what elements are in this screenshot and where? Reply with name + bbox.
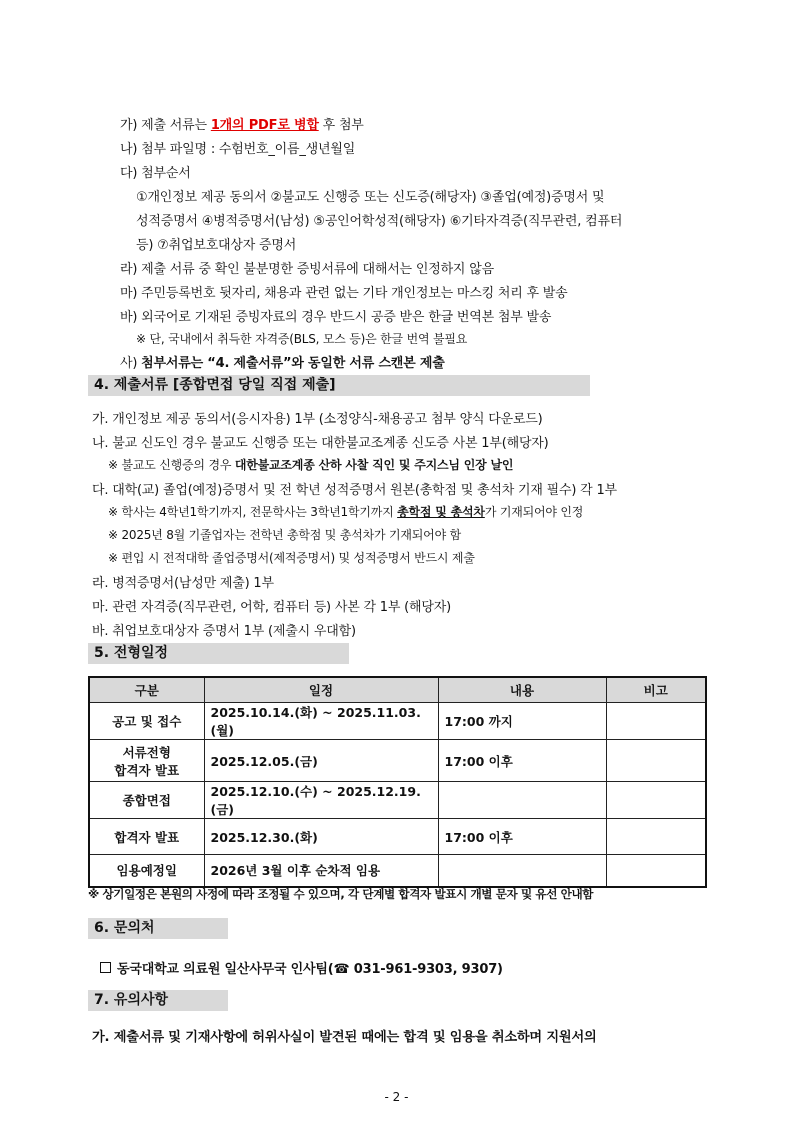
text: ※ 학사는 4학년1학기까지, 전문학사는 3학년1학기까지 (108, 505, 398, 519)
table-cell (606, 782, 706, 819)
text: 사) (120, 356, 142, 371)
submission-item-da: 다) 첨부순서 (120, 166, 191, 181)
table-cell: 17:00 이후 (438, 819, 606, 855)
table-cell: 2025.12.30.(화) (204, 819, 438, 855)
documents-item-ma: 마. 관련 자격증(직무관련, 어학, 컴퓨터 등) 사본 각 1부 (해당자) (92, 600, 451, 615)
table-cell: 종합면접 (89, 782, 204, 819)
documents-item-da-note-1 (108, 503, 583, 520)
submission-item-ba: 바) 외국어로 기재된 증빙자료의 경우 반드시 공증 받은 한글 번역본 첨부 발송 (120, 310, 552, 325)
column-header: 일정 (204, 677, 438, 703)
table-cell (606, 740, 706, 782)
table-cell (606, 703, 706, 740)
table-row (89, 740, 706, 782)
documents-item-ga: 가. 개인정보 제공 동의서(응시자용) 1부 (소정양식-채용공고 첨부 양식 다운로드) (92, 412, 543, 427)
column-header: 구분 (89, 677, 204, 703)
column-header: 비고 (606, 677, 706, 703)
contact-line (100, 958, 503, 977)
table-row (89, 703, 706, 740)
submission-item-ba-note: ※ 단, 국내에서 취득한 자격증(BLS, 모스 등)은 한글 번역 불필요 (136, 332, 468, 346)
notes-item-ga: 가. 제출서류 및 기재사항에 허위사실이 발견된 때에는 합격 및 임용을 취소하며 지원서의 (92, 1030, 597, 1045)
table-cell (606, 855, 706, 887)
documents-item-da-note-3: ※ 편입 시 전적대학 졸업증명서(제적증명서) 및 성적증명서 반드시 제출 (108, 551, 475, 565)
table-cell (438, 782, 606, 819)
table-cell: 2025.10.14.(화) ~ 2025.11.03.(월) (204, 703, 438, 740)
documents-item-na-note (108, 456, 513, 473)
column-header: 내용 (438, 677, 606, 703)
section-title-contact: 6. 문의처 (88, 918, 228, 939)
submission-item-ra: 라) 제출 서류 중 확인 불분명한 증빙서류에 대해서는 인정하지 않음 (120, 262, 494, 277)
text: 가) 제출 서류는 (120, 118, 211, 133)
checkbox-bullet-icon (100, 962, 111, 973)
table-cell: 2025.12.10.(수) ~ 2025.12.19.(금) (204, 782, 438, 819)
documents-item-na: 나. 불교 신도인 경우 불교도 신행증 또는 대한불교조계종 신도증 사본 1부(해당자) (92, 436, 549, 451)
documents-item-ba: 바. 취업보호대상자 증명서 1부 (제출시 우대함) (92, 624, 356, 639)
attach-order-line-3: 등) ⑦취업보호대상자 증명서 (136, 238, 297, 253)
section-title-schedule: 5. 전형일정 (88, 643, 349, 664)
text: 서류전형 (122, 744, 171, 760)
attach-order-line-2: 성적증명서 ④병적증명서(남성) ⑤공인어학성적(해당자) ⑥기타자격증(직무관련, 컴퓨터 (136, 214, 623, 229)
text: 가 기재되어야 인정 (484, 505, 584, 519)
text: 대한불교조계종 산하 사찰 직인 및 주지스님 인장 날인 (234, 458, 514, 472)
table-cell (89, 740, 204, 782)
text: 동국대학교 의료원 일산사무국 인사팀(☎ 031-961-9303, 9307) (117, 962, 503, 977)
text: 총학점 및 총석차 (397, 505, 485, 519)
section-title-notes: 7. 유의사항 (88, 990, 228, 1011)
pdf-merge-highlight: 1개의 PDF로 병합 (210, 118, 319, 133)
text: 합격자 발표 (114, 762, 180, 778)
table-cell: 임용예정일 (89, 855, 204, 887)
text: ※ 불교도 신행증의 경우 (108, 458, 235, 472)
submission-item-sa (120, 352, 445, 371)
table-cell: 17:00 까지 (438, 703, 606, 740)
submission-item-ma: 마) 주민등록번호 뒷자리, 채용과 관련 없는 기타 개인정보는 마스킹 처리 후 발송 (120, 286, 568, 301)
documents-item-da-note-2: ※ 2025년 8월 기졸업자는 전학년 총학점 및 총석차가 기재되어야 함 (108, 528, 461, 542)
attach-order-line-1: ①개인정보 제공 동의서 ②불교도 신행증 또는 신도증(해당자) ③졸업(예정)증명서 및 (136, 190, 605, 205)
section-title-documents: 4. 제출서류 [종합면접 당일 직접 제출] (88, 375, 590, 396)
table-cell (606, 819, 706, 855)
table-row (89, 819, 706, 855)
table-row (89, 855, 706, 887)
text: 후 첨부 (318, 118, 364, 133)
table-cell: 공고 및 접수 (89, 703, 204, 740)
schedule-note: ※ 상기일정은 본원의 사정에 따라 조정될 수 있으며, 각 단계별 합격자 발표시 개별 문자 및 유선 안내함 (88, 887, 594, 901)
table-cell: 2026년 3월 이후 순차적 임용 (204, 855, 438, 887)
submission-item-na: 나) 첨부 파일명 : 수험번호_이름_생년월일 (120, 142, 356, 157)
schedule-table (88, 676, 707, 888)
table-cell: 합격자 발표 (89, 819, 204, 855)
page-number: - 2 - (384, 1090, 409, 1104)
table-cell (438, 855, 606, 887)
documents-item-ra: 라. 병적증명서(남성만 제출) 1부 (92, 576, 274, 591)
submission-item-ga (120, 114, 364, 133)
documents-item-da: 다. 대학(교) 졸업(예정)증명서 및 전 학년 성적증명서 원본(총학점 및 총석차 기재 필수) 각 1부 (92, 483, 617, 498)
table-cell: 17:00 이후 (438, 740, 606, 782)
table-cell: 2025.12.05.(금) (204, 740, 438, 782)
table-row (89, 782, 706, 819)
text: 첨부서류는 “4. 제출서류”와 동일한 서류 스캔본 제출 (141, 356, 445, 371)
table-header-row (89, 677, 706, 703)
